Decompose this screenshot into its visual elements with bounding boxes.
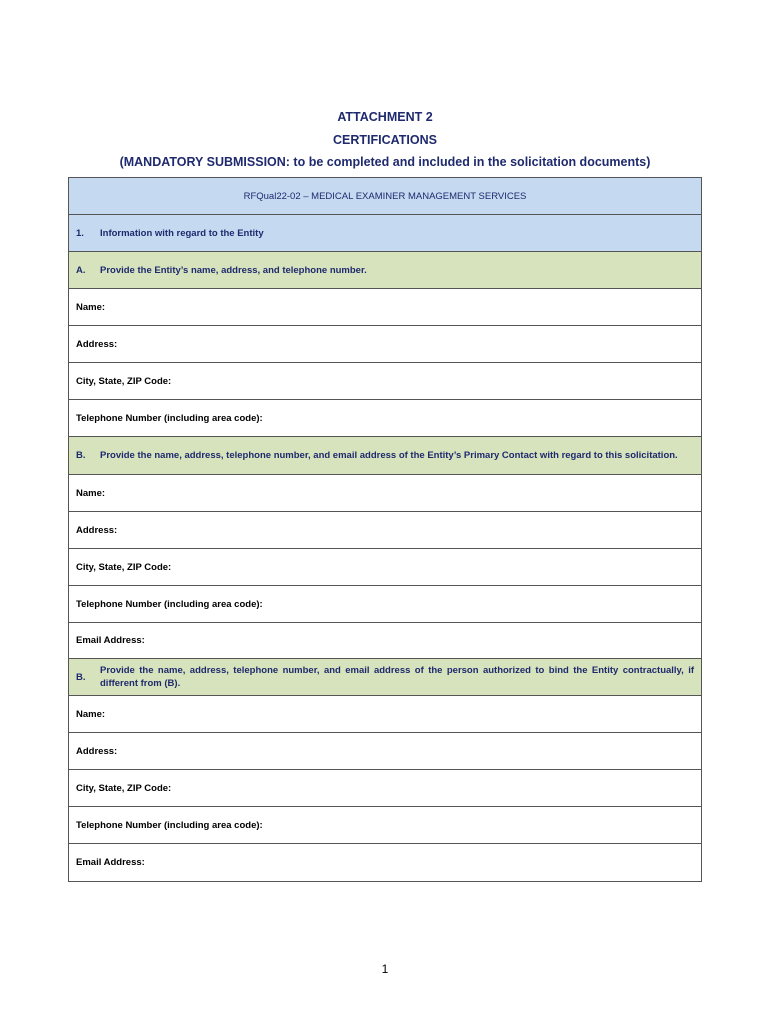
field-label: City, State, ZIP Code:: [76, 375, 172, 387]
contact-city-state-zip-field[interactable]: [69, 549, 701, 586]
field-label: Email Address:: [76, 635, 145, 646]
page-number: 1: [381, 962, 389, 976]
field-label: Address:: [76, 524, 118, 536]
form-title-row: [69, 178, 701, 215]
section-1-row: [69, 215, 701, 252]
authorized-city-state-zip-field[interactable]: [69, 770, 701, 807]
field-label: City, State, ZIP Code:: [76, 782, 172, 794]
mandatory-submission-heading: (MANDATORY SUBMISSION: to be completed and included in the solicitation documents): [119, 155, 651, 169]
field-label: Email Address:: [76, 857, 145, 868]
section-b-contact-row: [69, 437, 701, 475]
attachment-heading: ATTACHMENT 2: [337, 110, 433, 124]
field-label: Name:: [76, 487, 106, 499]
entity-name-field[interactable]: [69, 289, 701, 326]
form-title: RFQual22-02 – MEDICAL EXAMINER MANAGEMENT SERVICES: [243, 190, 527, 202]
authorized-name-field[interactable]: [69, 696, 701, 733]
entity-telephone-field[interactable]: [69, 400, 701, 437]
section-1-text: Information with regard to the Entity: [100, 227, 264, 239]
section-a-row: [69, 252, 701, 289]
contact-email-field[interactable]: [69, 623, 701, 659]
section-b-authorized-text: Provide the name, address, telephone number, and email address of the person authorized to bind the Entity contractually, if different from (B).: [100, 665, 694, 689]
authorized-telephone-field[interactable]: [69, 807, 701, 844]
section-b-number: B.: [76, 450, 86, 461]
section-b-authorized-row: [69, 659, 701, 696]
field-label: Address:: [76, 745, 118, 757]
certifications-heading: CERTIFICATIONS: [333, 133, 437, 147]
authorized-address-field[interactable]: [69, 733, 701, 770]
field-label: Name:: [76, 301, 106, 313]
field-label: Telephone Number (including area code):: [76, 819, 263, 831]
section-1-number: 1.: [76, 227, 84, 239]
section-a-number: A.: [76, 264, 86, 276]
contact-address-field[interactable]: [69, 512, 701, 549]
entity-city-state-zip-field[interactable]: [69, 363, 701, 400]
field-label: Telephone Number (including area code):: [76, 598, 263, 610]
field-label: City, State, ZIP Code:: [76, 561, 172, 573]
field-label: Telephone Number (including area code):: [76, 412, 263, 424]
section-b-text: Provide the name, address, telephone number, and email address of the Entity’s Primary Contact with regard to this solicitation.: [100, 450, 678, 461]
authorized-email-field[interactable]: [69, 844, 701, 881]
section-b-authorized-number: B.: [76, 671, 86, 683]
entity-address-field[interactable]: [69, 326, 701, 363]
contact-name-field[interactable]: [69, 475, 701, 512]
certification-form: [68, 177, 702, 882]
field-label: Address:: [76, 338, 118, 350]
section-a-text: Provide the Entity’s name, address, and telephone number.: [100, 264, 367, 276]
field-label: Name:: [76, 708, 106, 720]
contact-telephone-field[interactable]: [69, 586, 701, 623]
